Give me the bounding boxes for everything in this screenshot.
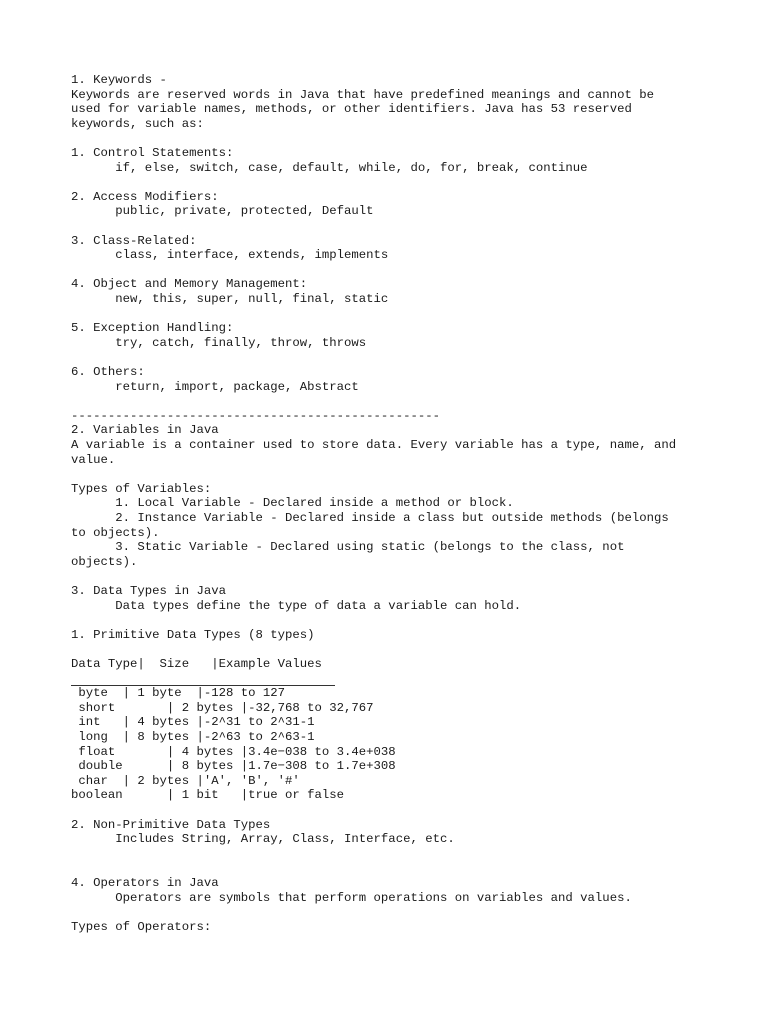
text-line: 1. Keywords - (71, 73, 167, 87)
text-line: public, private, protected, Default (71, 204, 374, 219)
text-line: double | 8 bytes |1.7e−308 to 1.7e+308 (71, 759, 396, 774)
text-line: Types of Operators: (71, 919, 212, 934)
text-line: 4. Operators in Java (71, 876, 219, 890)
text-line: boolean | 1 bit |true or false (71, 788, 345, 803)
text-line: 2. Variables in Java (71, 423, 219, 438)
text-line: if, else, switch, case, default, while, do, for, break, continue (71, 160, 588, 175)
text-line: 6. Others: (71, 365, 145, 379)
text-line: 3. Static Variable - Declared using static (belongs to the class, not (71, 540, 625, 555)
text-line: 1. Local Variable - Declared inside a method or block. (71, 496, 514, 511)
text-line: long | 8 bytes |-2^63 to 2^63-1 (71, 730, 315, 744)
text-line: 3. Class-Related: (71, 233, 197, 248)
text-line: 4. Object and Memory Management: (71, 277, 308, 292)
text-line: 1. Primitive Data Types (8 types) (71, 627, 315, 642)
text-line: 1. Control Statements: (71, 146, 234, 160)
text-line: keywords, such as: (71, 116, 204, 131)
text-line: 2. Non-Primitive Data Types (71, 817, 271, 832)
text-line: class, interface, extends, implements (71, 248, 389, 263)
text-line: byte | 1 byte |-128 to 127 (71, 686, 286, 701)
text-line: short | 2 bytes |-32,768 to 32,767 (71, 700, 374, 715)
text-line: char | 2 bytes |'A', 'B', '#' (71, 773, 300, 788)
text-line: float | 4 bytes |3.4e−038 to 3.4e+038 (71, 744, 396, 759)
text-line: Types of Variables: (71, 481, 212, 496)
text-line: try, catch, finally, throw, throws (71, 335, 367, 350)
text-line: new, this, super, null, final, static (71, 292, 389, 306)
text-line: 3. Data Types in Java (71, 584, 226, 598)
text-line: Keywords are reserved words in Java that have predefined meanings and cannot be (71, 87, 654, 102)
text-line: -------------------------------------------------- (71, 408, 440, 423)
text-line: Data types define the type of data a variable can hold. (71, 598, 522, 613)
text-line: Includes String, Array, Class, Interface, etc. (71, 832, 455, 847)
text-line: to objects). (71, 525, 160, 540)
text-line: A variable is a container used to store data. Every variable has a type, name, and (71, 438, 677, 452)
text-line: value. (71, 452, 116, 467)
text-line: 2. Access Modifiers: (71, 189, 219, 204)
text-line: int | 4 bytes |-2^31 to 2^31-1 (71, 715, 315, 730)
text-line: used for variable names, methods, or other identifiers. Java has 53 reserved (71, 102, 632, 117)
text-line: Data Type| Size |Example Values (71, 657, 322, 671)
text-line: 5. Exception Handling: (71, 321, 234, 336)
text-line: 2. Instance Variable - Declared inside a class but outside methods (belongs (71, 511, 669, 525)
text-line: return, import, package, Abstract (71, 379, 359, 394)
text-line: Operators are symbols that perform operations on variables and values. (71, 890, 632, 905)
text-line: objects). (71, 554, 138, 569)
